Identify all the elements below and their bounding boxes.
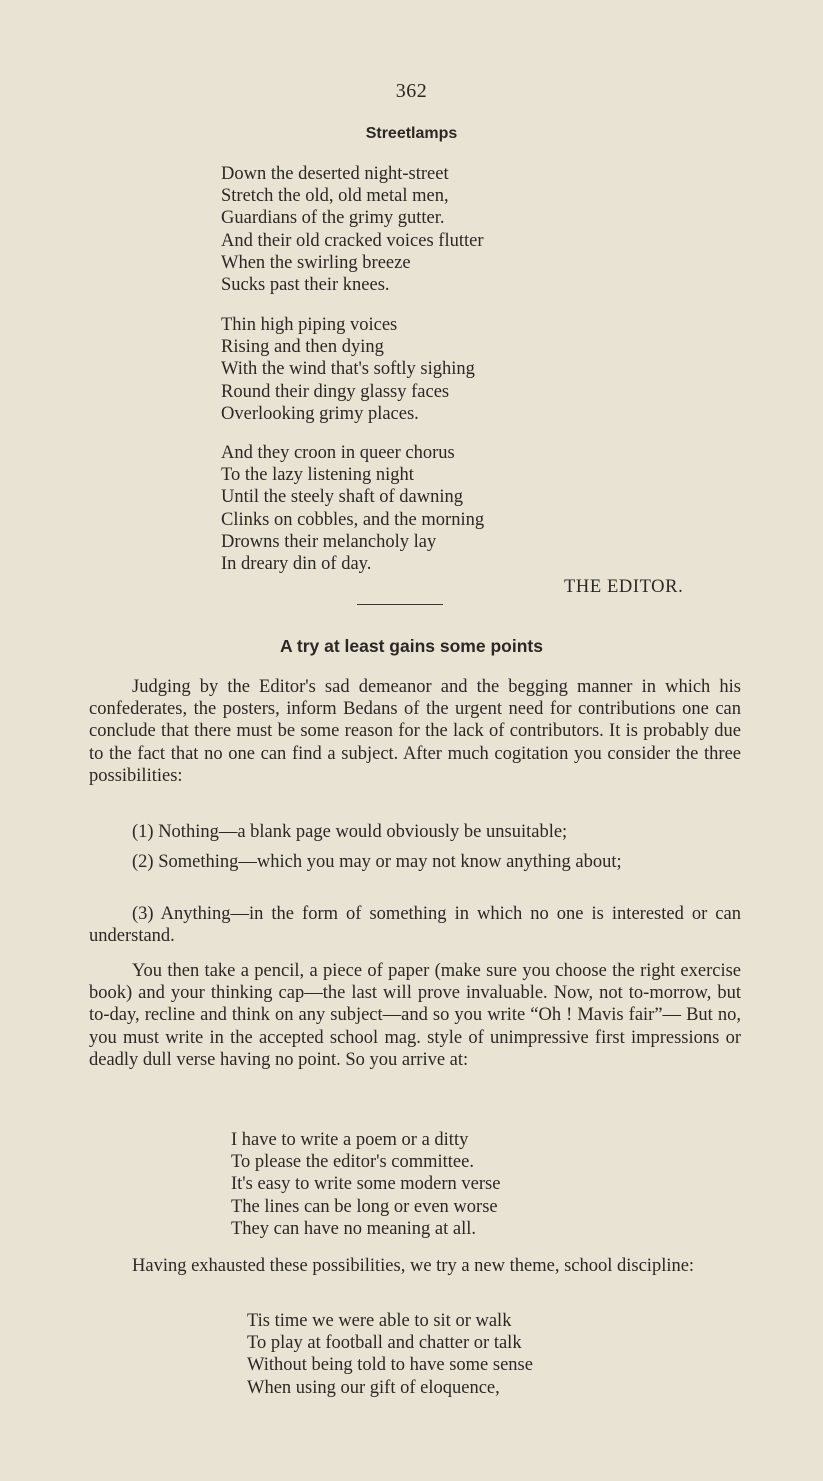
verse-block-1 — [231, 1129, 500, 1240]
poem-line: Stretch the old, old metal men, — [221, 186, 449, 207]
poem-line: With the wind that's softly sighing — [221, 359, 475, 380]
poem-author: THE EDITOR. — [564, 577, 684, 597]
list-item-3: (3) Anything—in the form of something in which no one is interested or can understand. — [89, 904, 741, 947]
paragraph: Having exhausted these possibilities, we try a new theme, school discipline: — [132, 1256, 695, 1276]
poem-line: In dreary din of day. — [221, 554, 372, 575]
section-divider — [357, 604, 443, 605]
poem-line: Sucks past their knees. — [221, 275, 390, 296]
poem-line: And they croon in queer chorus — [221, 443, 455, 463]
poem-line: To the lazy listening night — [221, 465, 414, 486]
verse-line: To play at football and chatter or talk — [247, 1333, 522, 1354]
poem-line: Rising and then dying — [221, 337, 384, 358]
verse-line: It's easy to write some modern verse — [231, 1174, 501, 1195]
poem-title: Streetlamps — [365, 125, 458, 142]
verse-line: When using our gift of eloquence, — [247, 1377, 500, 1398]
verse-line: They can have no meaning at all. — [231, 1218, 477, 1239]
poem-stanza-1 — [221, 163, 484, 296]
verse-line: Tis time we were able to sit or walk — [247, 1311, 512, 1331]
poem-line: Guardians of the grimy gutter. — [221, 208, 445, 229]
poem-line: Down the deserted night-street — [221, 164, 449, 184]
possibility-list — [89, 821, 741, 843]
page-number: 362 — [395, 80, 428, 102]
article-body — [89, 960, 741, 1071]
poem-line: Round their dingy glassy faces — [221, 381, 450, 402]
possibility-item-3-wrap — [89, 903, 741, 947]
poem-line: Drowns their melancholy lay — [221, 531, 437, 552]
poem-line: Clinks on cobbles, and the morning — [221, 509, 485, 530]
verse-block-2 — [247, 1310, 533, 1399]
article-intro — [89, 676, 741, 787]
poem-stanza-2 — [221, 314, 475, 425]
list-item-2: (2) Something—which you may or may not know anything about; — [132, 852, 622, 872]
poem-stanza-3 — [221, 442, 484, 575]
possibility-item-2-wrap — [89, 851, 741, 873]
poem-line: Thin high piping voices — [221, 315, 398, 335]
poem-line: Until the steely shaft of dawning — [221, 487, 463, 508]
article-title: A try at least gains some points — [280, 636, 543, 656]
list-item-1: (1) Nothing—a blank page would obviously be unsuitable; — [132, 822, 568, 842]
article-transition — [89, 1255, 741, 1277]
poem-line: Overlooking grimy places. — [221, 403, 419, 424]
poem-line: And their old cracked voices flutter — [221, 230, 484, 251]
paragraph: You then take a pencil, a piece of paper (make sure you choose the right exercise book) and your thinking cap—the last will prove invaluable. Now, not to-morrow, but to-day, recline and think on any subject—and so you write “Oh ! Mavis fair”— But no, you must write in the accepted school mag. style of unimpressive first impressions or deadly dull verse having no point. So you arrive at: — [89, 961, 741, 1070]
verse-line: Without being told to have some sense — [247, 1355, 533, 1376]
poem-line: When the swirling breeze — [221, 252, 411, 273]
verse-line: To please the editor's committee. — [231, 1152, 474, 1173]
paragraph: Judging by the Editor's sad demeanor and the begging manner in which his confederates, the posters, inform Bedans of the urgent need for contributions one can conclude that there must be some reason for the lack of contributors. It is probably due to the fact that no one can find a subject. After much cogitation you consider the three possibilities: — [89, 677, 741, 786]
verse-line: The lines can be long or even worse — [231, 1196, 498, 1217]
verse-line: I have to write a poem or a ditty — [231, 1130, 469, 1150]
